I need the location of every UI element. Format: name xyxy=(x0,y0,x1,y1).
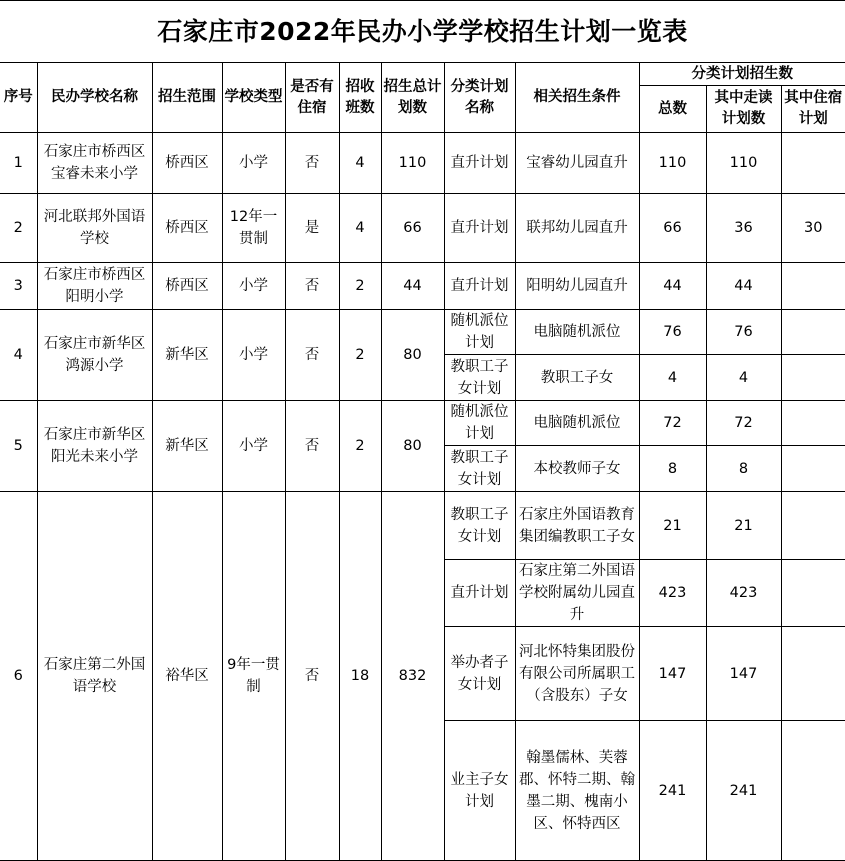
cell-boarding: 否 xyxy=(285,492,339,861)
cell-condition: 翰墨儒林、芙蓉郡、怀特二期、翰墨二期、槐南小区、怀特西区 xyxy=(515,721,639,861)
cell-sub-board xyxy=(781,401,845,446)
cell-sub-board: 30 xyxy=(781,194,845,263)
cell-plan-category: 教职工子女计划 xyxy=(444,446,515,492)
cell-boarding: 否 xyxy=(285,401,339,492)
cell-sub-total: 8 xyxy=(639,446,706,492)
cell-condition: 阳明幼儿园直升 xyxy=(515,263,639,310)
cell-school-name: 河北联邦外国语学校 xyxy=(37,194,152,263)
cell-total-plan: 110 xyxy=(381,133,444,194)
cell-school-type: 12年一贯制 xyxy=(222,194,285,263)
cell-sub-total: 110 xyxy=(639,133,706,194)
cell-school-type: 9年一贯制 xyxy=(222,492,285,861)
cell-range: 新华区 xyxy=(152,401,222,492)
cell-sub-board xyxy=(781,310,845,355)
cell-sub-board xyxy=(781,355,845,401)
cell-sub-board xyxy=(781,560,845,627)
header-seq: 序号 xyxy=(0,63,37,133)
cell-seq: 2 xyxy=(0,194,37,263)
header-range: 招生范围 xyxy=(152,63,222,133)
header-sub-board: 其中住宿计划 xyxy=(781,86,845,133)
cell-sub-day: 21 xyxy=(706,492,781,560)
cell-range: 裕华区 xyxy=(152,492,222,861)
cell-boarding: 否 xyxy=(285,310,339,401)
cell-total-plan: 80 xyxy=(381,401,444,492)
cell-plan-category: 教职工子女计划 xyxy=(444,355,515,401)
cell-sub-board xyxy=(781,446,845,492)
cell-plan-category: 业主子女计划 xyxy=(444,721,515,861)
cell-plan-category: 直升计划 xyxy=(444,133,515,194)
cell-classes: 2 xyxy=(339,401,381,492)
header-school-type: 学校类型 xyxy=(222,63,285,133)
cell-sub-day: 147 xyxy=(706,627,781,721)
cell-sub-day: 110 xyxy=(706,133,781,194)
table-row xyxy=(0,194,845,263)
cell-condition: 电脑随机派位 xyxy=(515,310,639,355)
cell-condition: 电脑随机派位 xyxy=(515,401,639,446)
cell-plan-category: 直升计划 xyxy=(444,194,515,263)
cell-condition: 本校教师子女 xyxy=(515,446,639,492)
cell-sub-board xyxy=(781,133,845,194)
cell-sub-total: 76 xyxy=(639,310,706,355)
header-total-plan: 招生总计划数 xyxy=(381,63,444,133)
cell-sub-board xyxy=(781,721,845,861)
cell-sub-total: 241 xyxy=(639,721,706,861)
table-row xyxy=(0,133,845,194)
table-row xyxy=(0,263,845,310)
cell-classes: 2 xyxy=(339,310,381,401)
cell-sub-board xyxy=(781,492,845,560)
cell-total-plan: 80 xyxy=(381,310,444,401)
table-body xyxy=(0,133,845,861)
cell-condition: 河北怀特集团股份有限公司所属职工（含股东）子女 xyxy=(515,627,639,721)
cell-school-type: 小学 xyxy=(222,263,285,310)
cell-plan-category: 直升计划 xyxy=(444,263,515,310)
cell-seq: 3 xyxy=(0,263,37,310)
cell-school-name: 石家庄市桥西区宝睿未来小学 xyxy=(37,133,152,194)
cell-boarding: 否 xyxy=(285,263,339,310)
cell-total-plan: 66 xyxy=(381,194,444,263)
cell-sub-board xyxy=(781,263,845,310)
cell-condition: 联邦幼儿园直升 xyxy=(515,194,639,263)
cell-seq: 5 xyxy=(0,401,37,492)
cell-sub-day: 423 xyxy=(706,560,781,627)
cell-school-type: 小学 xyxy=(222,310,285,401)
cell-sub-day: 241 xyxy=(706,721,781,861)
header-school-name: 民办学校名称 xyxy=(37,63,152,133)
cell-classes: 2 xyxy=(339,263,381,310)
header-sub-day: 其中走读计划数 xyxy=(706,86,781,133)
cell-plan-category: 随机派位计划 xyxy=(444,310,515,355)
header-group: 分类计划招生数 xyxy=(639,63,845,86)
header-conditions: 相关招生条件 xyxy=(515,63,639,133)
cell-plan-category: 举办者子女计划 xyxy=(444,627,515,721)
cell-sub-day: 72 xyxy=(706,401,781,446)
cell-classes: 4 xyxy=(339,194,381,263)
table-row xyxy=(0,310,845,355)
cell-sub-total: 66 xyxy=(639,194,706,263)
cell-plan-category: 直升计划 xyxy=(444,560,515,627)
cell-sub-day: 4 xyxy=(706,355,781,401)
cell-sub-total: 423 xyxy=(639,560,706,627)
cell-range: 桥西区 xyxy=(152,133,222,194)
cell-sub-day: 76 xyxy=(706,310,781,355)
cell-sub-total: 4 xyxy=(639,355,706,401)
header-sub-total: 总数 xyxy=(639,86,706,133)
cell-sub-total: 21 xyxy=(639,492,706,560)
cell-classes: 4 xyxy=(339,133,381,194)
cell-sub-total: 72 xyxy=(639,401,706,446)
cell-sub-day: 8 xyxy=(706,446,781,492)
cell-condition: 教职工子女 xyxy=(515,355,639,401)
cell-seq: 6 xyxy=(0,492,37,861)
enrollment-table xyxy=(0,62,845,861)
table-row xyxy=(0,492,845,560)
cell-school-name: 石家庄市新华区阳光未来小学 xyxy=(37,401,152,492)
cell-sub-day: 44 xyxy=(706,263,781,310)
cell-sub-total: 44 xyxy=(639,263,706,310)
page-title: 石家庄市2022年民办小学学校招生计划一览表 xyxy=(0,0,845,62)
cell-seq: 4 xyxy=(0,310,37,401)
table-row xyxy=(0,401,845,446)
cell-total-plan: 44 xyxy=(381,263,444,310)
cell-sub-board xyxy=(781,627,845,721)
cell-classes: 18 xyxy=(339,492,381,861)
cell-condition: 石家庄第二外国语学校附属幼儿园直升 xyxy=(515,560,639,627)
cell-range: 桥西区 xyxy=(152,194,222,263)
cell-plan-category: 随机派位计划 xyxy=(444,401,515,446)
cell-range: 新华区 xyxy=(152,310,222,401)
cell-condition: 石家庄外国语教育集团编教职工子女 xyxy=(515,492,639,560)
cell-condition: 宝睿幼儿园直升 xyxy=(515,133,639,194)
header-boarding: 是否有住宿 xyxy=(285,63,339,133)
cell-seq: 1 xyxy=(0,133,37,194)
cell-school-type: 小学 xyxy=(222,401,285,492)
cell-school-name: 石家庄市桥西区阳明小学 xyxy=(37,263,152,310)
cell-boarding: 否 xyxy=(285,133,339,194)
cell-range: 桥西区 xyxy=(152,263,222,310)
cell-plan-category: 教职工子女计划 xyxy=(444,492,515,560)
cell-total-plan: 832 xyxy=(381,492,444,861)
cell-sub-total: 147 xyxy=(639,627,706,721)
header-classes: 招收班数 xyxy=(339,63,381,133)
cell-boarding: 是 xyxy=(285,194,339,263)
cell-sub-day: 36 xyxy=(706,194,781,263)
header-plan-category: 分类计划名称 xyxy=(444,63,515,133)
cell-school-name: 石家庄市新华区鸿源小学 xyxy=(37,310,152,401)
cell-school-name: 石家庄第二外国语学校 xyxy=(37,492,152,861)
cell-school-type: 小学 xyxy=(222,133,285,194)
